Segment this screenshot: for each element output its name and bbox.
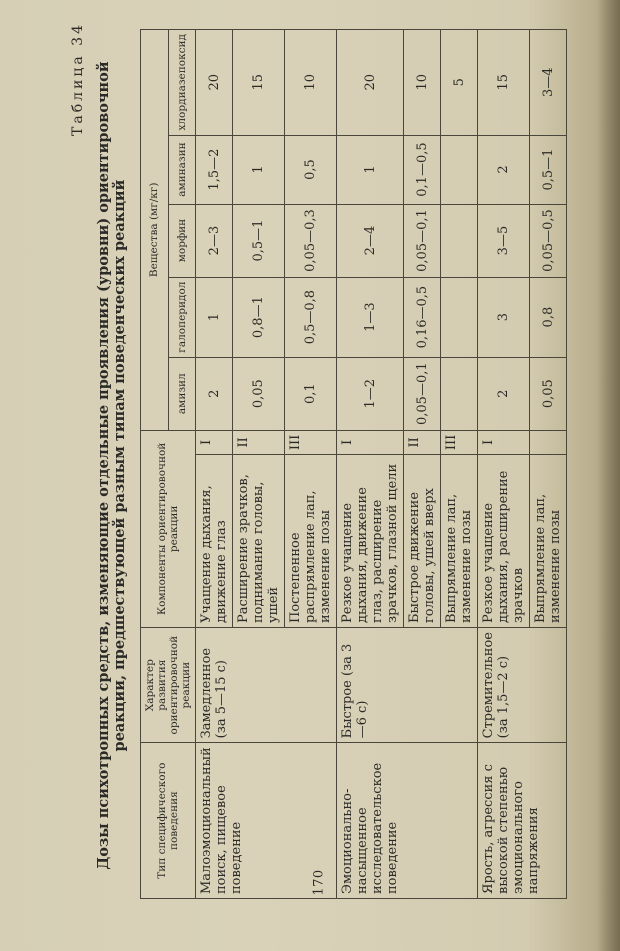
dose-cell: 0,5 (285, 135, 337, 204)
header-drug-amizil: амизил (168, 357, 196, 430)
dose-cell: 20 (196, 30, 233, 136)
table-row (478, 30, 530, 899)
table-row (196, 30, 233, 899)
table-label: Таблица 34 (70, 22, 86, 136)
dose-cell: 1 (196, 277, 233, 357)
reaction-component: Расширение зрачков, поднимание головы, ушей (233, 455, 285, 628)
dose-cell: 2—3 (196, 204, 233, 277)
dose-cell: 3 (478, 277, 530, 357)
behavior-type: Ярость, агрессия с высокой степенью эмоционального напряжения (478, 743, 567, 899)
dose-cell: 2 (478, 135, 530, 204)
dose-cell: 0,05 (530, 357, 567, 430)
dose-cell: 1—3 (337, 277, 404, 357)
table-title: Дозы психотропных средств, изменяющие отдельные проявления (уровни) ориентировочной реакции, предшествующей разным типам поведенческих реакций (95, 61, 128, 870)
header-drug-aminazine: аминазин (168, 135, 196, 204)
reaction-character: Замедленное (за 5—15 с) (196, 628, 337, 743)
header-drug-chlordiazepoxide: хлордиазепоксид (168, 30, 196, 136)
reaction-level: III (285, 430, 337, 454)
header-drug-morphine: морфин (168, 204, 196, 277)
doses-table (140, 29, 567, 899)
reaction-component: Резкое учащение дыхания, расширение зрачков (478, 455, 530, 628)
dose-cell: 10 (285, 30, 337, 136)
dose-cell: 0,5—1 (530, 135, 567, 204)
header-drug-haloperidol: галоперидол (168, 277, 196, 357)
dose-cell: 0,05—0,3 (285, 204, 337, 277)
reaction-level: I (478, 430, 530, 454)
reaction-component: Быстрое движение головы, ушей вверх (404, 455, 441, 628)
reaction-level: I (337, 430, 404, 454)
dose-cell: 0,05—0,5 (530, 204, 567, 277)
dose-cell: 0,05 (233, 357, 285, 430)
dose-cell: 1 (233, 135, 285, 204)
dose-cell: 0,1 (285, 357, 337, 430)
dose-cell (441, 357, 478, 430)
dose-cell: 15 (233, 30, 285, 136)
page-number-text: 170 (311, 869, 327, 896)
dose-cell: 5 (441, 30, 478, 136)
dose-cell: 0,1—0,5 (404, 135, 441, 204)
dose-cell: 15 (478, 30, 530, 136)
dose-cell: 2—4 (337, 204, 404, 277)
reaction-component: Постепенное распрямление лап, изменение позы (285, 455, 337, 628)
dose-cell: 0,16—0,5 (404, 277, 441, 357)
dose-cell: 1—2 (337, 357, 404, 430)
dose-cell: 1 (337, 135, 404, 204)
header-character: Характер развития ориентировочной реакции (141, 628, 196, 743)
reaction-level: II (233, 430, 285, 454)
dose-cell: 20 (337, 30, 404, 136)
reaction-character: Стремительное (за 1,5—2 с) (478, 628, 567, 743)
table-header-row (141, 30, 169, 899)
reaction-component: Учащение дыхания, движение глаз (196, 455, 233, 628)
dose-cell: 10 (404, 30, 441, 136)
reaction-level (530, 430, 567, 454)
dose-cell (441, 277, 478, 357)
dose-cell (441, 204, 478, 277)
behavior-type: Малоэмоциональный поиск, пищевое поведение (196, 743, 337, 899)
header-components: Компоненты ориентировочной реакции (141, 430, 196, 627)
reaction-level: III (441, 430, 478, 454)
behavior-type: Эмоционально-насыщенное исследовательское поведение (337, 743, 478, 899)
dose-cell (441, 135, 478, 204)
reaction-character: Быстрое (за 3—6 с) (337, 628, 478, 743)
dose-cell: 2 (478, 357, 530, 430)
reaction-component: Выпрямление лап, изменение позы (441, 455, 478, 628)
reaction-level: I (196, 430, 233, 454)
dose-cell: 3—4 (530, 30, 567, 136)
reaction-level: II (404, 430, 441, 454)
table-row (337, 30, 404, 899)
dose-cell: 3—5 (478, 204, 530, 277)
reaction-component: Резкое учащение дыхания, движение глаз, расширение зрачков, глазной щели (337, 455, 404, 628)
dose-cell: 0,05—0,1 (404, 357, 441, 430)
dose-cell: 0,5—1 (233, 204, 285, 277)
dose-cell: 0,5—0,8 (285, 277, 337, 357)
dose-cell: 0,8 (530, 277, 567, 357)
dose-cell: 1,5—2 (196, 135, 233, 204)
header-substances: Вещества (мг/кг) (141, 30, 169, 431)
header-type: Тип специфического поведения (141, 743, 196, 899)
reaction-component: Выпрямление лап, изменение позы (530, 455, 567, 628)
dose-cell: 0,05—0,1 (404, 204, 441, 277)
dose-cell: 2 (196, 357, 233, 430)
dose-cell: 0,8—1 (233, 277, 285, 357)
